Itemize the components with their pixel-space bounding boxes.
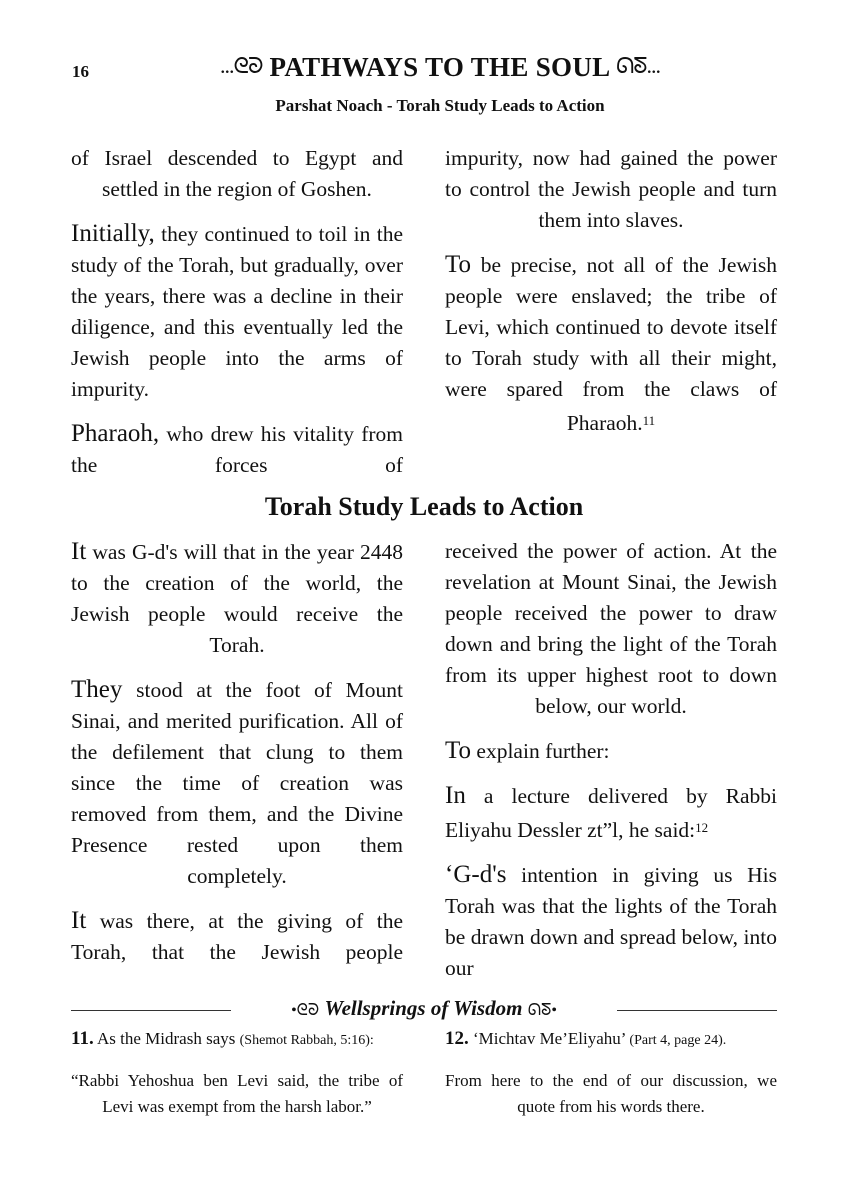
paragraph-lead: Pharaoh, — [71, 420, 160, 447]
paragraph-text: they continued to toil in the study of the Torah, but gradually, over the years, there was a decline in their diligence, and this eventually led the Jewish people into the arms of impurity. — [71, 222, 403, 401]
ornament-right-icon: ᘏᘕ• — [527, 1002, 557, 1019]
running-header — [120, 52, 760, 83]
paragraph-text: was G-d's will that in the year 2448 to the creation of the world, the Jewish people would receive the Torah. — [71, 540, 403, 657]
footnote-heading — [445, 1026, 777, 1054]
footnote-ref[interactable]: 11 — [642, 413, 656, 428]
paragraph-text: explain further: — [471, 739, 610, 763]
footnote-ref[interactable]: 12 — [695, 820, 709, 835]
ornament-left-icon: ...ᘓᘐ — [220, 53, 263, 78]
page-number: 16 — [72, 62, 89, 81]
paragraph — [71, 905, 403, 968]
paragraph-lead: It — [71, 538, 87, 565]
paragraph-lead: To — [445, 251, 472, 278]
divider-line — [617, 1010, 777, 1011]
paragraph-lead: To — [445, 737, 472, 764]
paragraph — [445, 859, 777, 984]
ornament-left-icon: •ᘓᘐ — [291, 1002, 320, 1019]
paragraph-text: be precise, not all of the Jewish people were enslaved; the tribe of Levi, which continued to devote itself to Torah study with all their might, were spared from the claws of Pharaoh. — [445, 253, 777, 435]
footnote-text: “Rabbi Yehoshua ben Levi said, the tribe of Levi was exempt from the harsh labor.” — [71, 1071, 403, 1116]
paragraph-text: intention in giving us His Torah was that the lights of the Torah be drawn down and spread below, into our — [445, 863, 777, 980]
footnote-label — [71, 996, 777, 1021]
paragraph-lead: ‘G-d's — [445, 861, 507, 888]
footnote-number: 12. — [445, 1028, 469, 1049]
footnote-heading — [71, 1026, 403, 1054]
footnote-12 — [445, 1026, 777, 1134]
paragraph — [71, 674, 403, 892]
paragraph-text: was there, at the giving of the Torah, that the Jewish people — [71, 909, 403, 964]
footnote-11 — [71, 1026, 403, 1134]
paragraph — [445, 536, 777, 722]
paragraph — [71, 536, 403, 661]
paragraph-lead: Initially, — [71, 220, 155, 247]
paragraph — [445, 735, 777, 767]
paragraph — [71, 418, 403, 481]
top-right-column — [445, 143, 777, 452]
section-heading: Torah Study Leads to Action — [264, 492, 584, 521]
paragraph-text: a lecture delivered by Rabbi Eliyahu Dessler zt”l, he said: — [445, 784, 777, 842]
footnote-separator — [71, 996, 777, 1024]
paragraph-text: of Israel descended to Egypt and settled in the region of Goshen. — [71, 146, 403, 201]
paragraph — [445, 143, 777, 236]
section-right-column — [445, 536, 777, 997]
paragraph-lead: They — [71, 676, 123, 703]
paragraph-text: impurity, now had gained the power to control the Jewish people and turn them into slaves. — [445, 146, 777, 232]
section-left-column — [71, 536, 403, 981]
footnote-intro: As the Midrash says — [97, 1029, 236, 1048]
footnote-text: From here to the end of our discussion, we quote from his words there. — [445, 1071, 777, 1116]
paragraph-lead: It — [71, 907, 87, 934]
top-left-column — [71, 143, 403, 494]
ornament-right-icon: ᘏᘕ... — [616, 53, 660, 78]
footnote-intro: ‘Michtav Me’Eliyahu’ — [473, 1029, 626, 1048]
paragraph-lead: In — [445, 782, 466, 809]
paragraph — [71, 143, 403, 205]
paragraph — [71, 218, 403, 405]
paragraph-text: received the power of action. At the revelation at Mount Sinai, the Jewish people received the power to draw down and bring the light of the Torah from its upper highest root to down below, our world. — [445, 539, 777, 718]
chapter-subtitle: Parshat Noach - Torah Study Leads to Action — [275, 96, 605, 115]
footnote-source: (Shemot Rabbah, 5:16): — [239, 1033, 374, 1048]
paragraph-text: stood at the foot of Mount Sinai, and merited purification. All of the defilement that clung to them since the time of creation was removed from them, and the Divine Presence rested upon them completely. — [71, 678, 403, 888]
footnote-label-text: Wellsprings of Wisdom — [324, 996, 523, 1020]
paragraph-text: who drew his vitality from the forces of — [71, 422, 403, 477]
book-title: PATHWAYS TO THE SOUL — [269, 52, 609, 82]
paragraph — [445, 780, 777, 846]
footnote-number: 11. — [71, 1028, 94, 1049]
footnote-source: (Part 4, page 24). — [629, 1033, 727, 1048]
paragraph — [445, 249, 777, 439]
